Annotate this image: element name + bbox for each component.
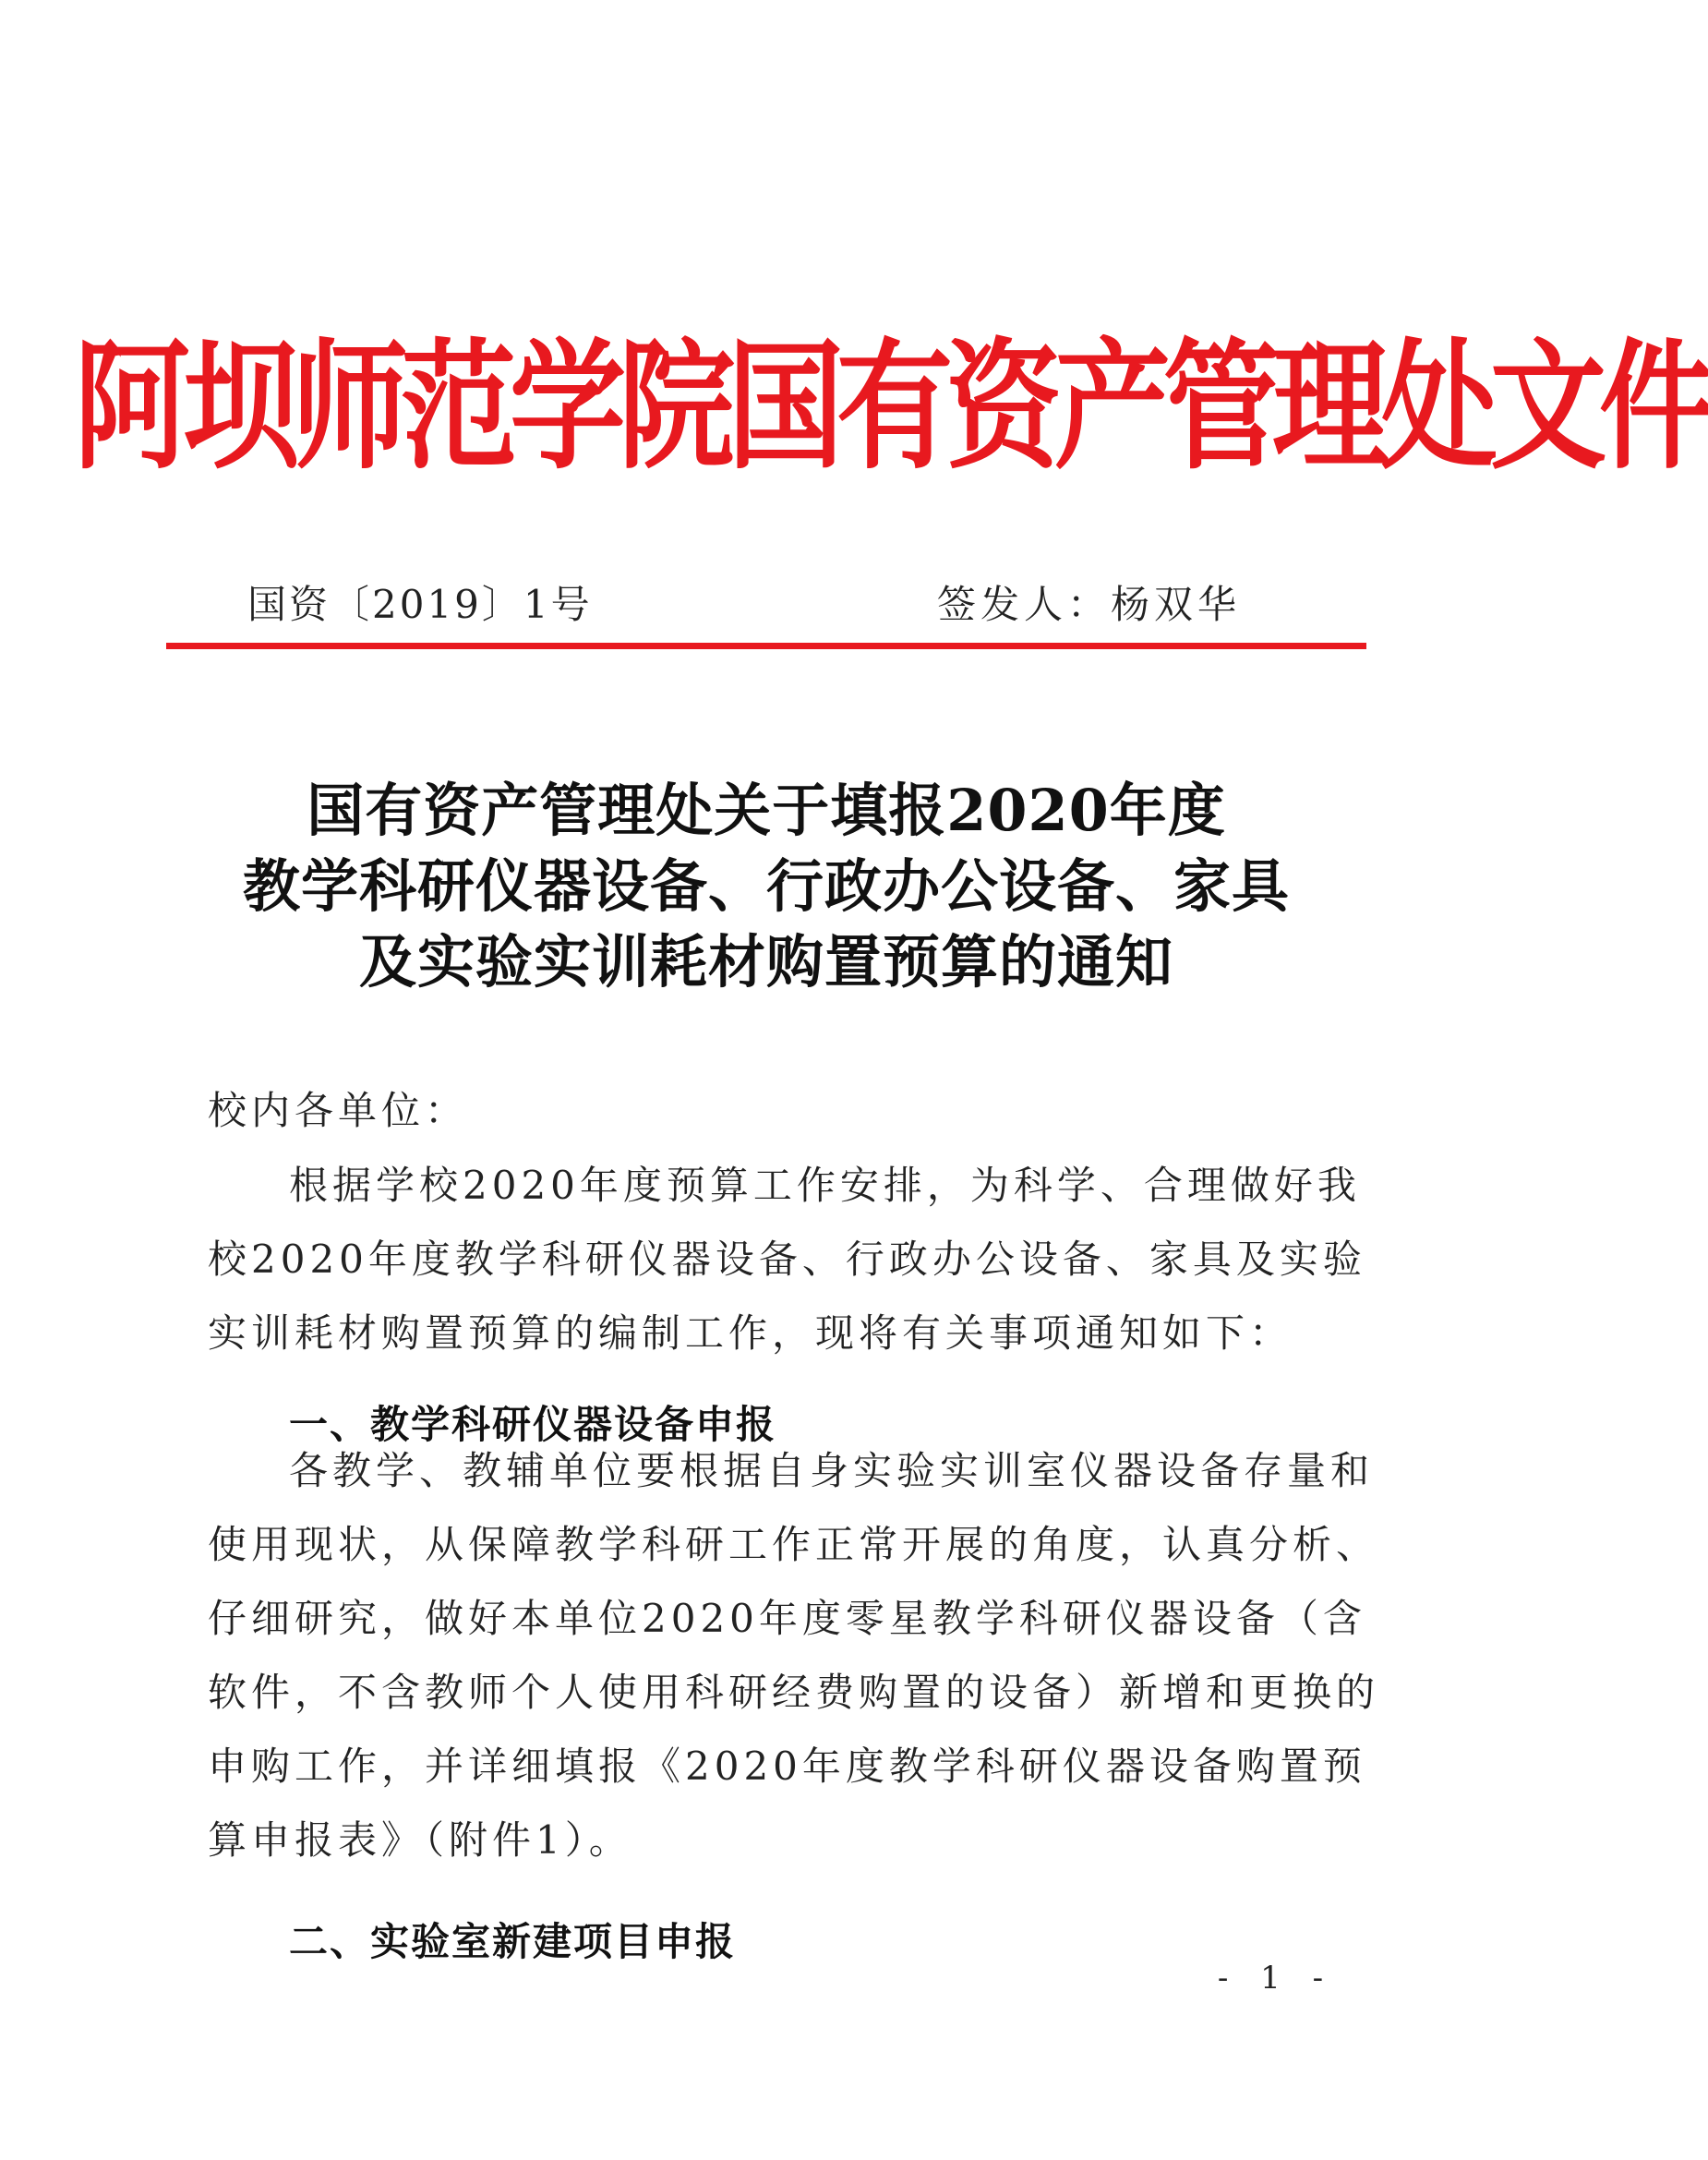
paragraph-line: 算申报表》（附件1）。 xyxy=(208,1817,632,1863)
document-number: 国资〔2019〕1号 xyxy=(247,582,593,627)
equipment-paragraph xyxy=(208,1434,1380,1877)
notice-title-line: 国有资产管理处关于填报2020年度 xyxy=(307,777,1226,844)
paragraph-line: 申购工作，并详细填报《2020年度教学科研仪器设备购置预 xyxy=(208,1744,1366,1789)
notice-title-line: 及实验实训耗材购置预算的通知 xyxy=(358,928,1173,996)
paragraph-line: 仔细研究，做好本单位2020年度零星教学科研仪器设备（含 xyxy=(208,1596,1366,1641)
paragraph-line: 根据学校2020年度预算工作安排，为科学、合理做好我 xyxy=(289,1163,1361,1208)
signer-label: 签发人： xyxy=(937,582,1112,627)
red-separator-line xyxy=(166,643,1366,649)
introduction-paragraph xyxy=(208,1149,1366,1370)
section-heading-laboratory: 二、实验室新建项目申报 xyxy=(289,1918,737,1964)
paragraph-line: 各教学、教辅单位要根据自身实验实训室仪器设备存量和 xyxy=(289,1448,1375,1493)
notice-title xyxy=(166,773,1366,1000)
masthead-title: 阿坝师范学院国有资产管理处文件 xyxy=(74,324,1708,489)
paragraph-line: 校2020年度教学科研仪器设备、行政办公设备、家具及实验 xyxy=(208,1237,1366,1282)
signer-line xyxy=(937,573,1241,637)
paragraph-line: 实训耗材购置预算的编制工作，现将有关事项通知如下： xyxy=(208,1310,1293,1356)
page-number: - 1 - xyxy=(1217,1960,1335,1997)
paragraph-line: 使用现状，从保障教学科研工作正常开展的角度，认真分析、 xyxy=(208,1522,1380,1567)
paragraph-line: 软件，不含教师个人使用科研经费购置的设备）新增和更换的 xyxy=(208,1670,1380,1715)
signer-name: 杨双华 xyxy=(1111,582,1242,627)
notice-title-line: 教学科研仪器设备、行政办公设备、家具 xyxy=(242,852,1290,920)
section-heading-equipment: 一、教学科研仪器设备申报 xyxy=(289,1401,777,1447)
salutation: 校内各单位： xyxy=(208,1088,469,1133)
